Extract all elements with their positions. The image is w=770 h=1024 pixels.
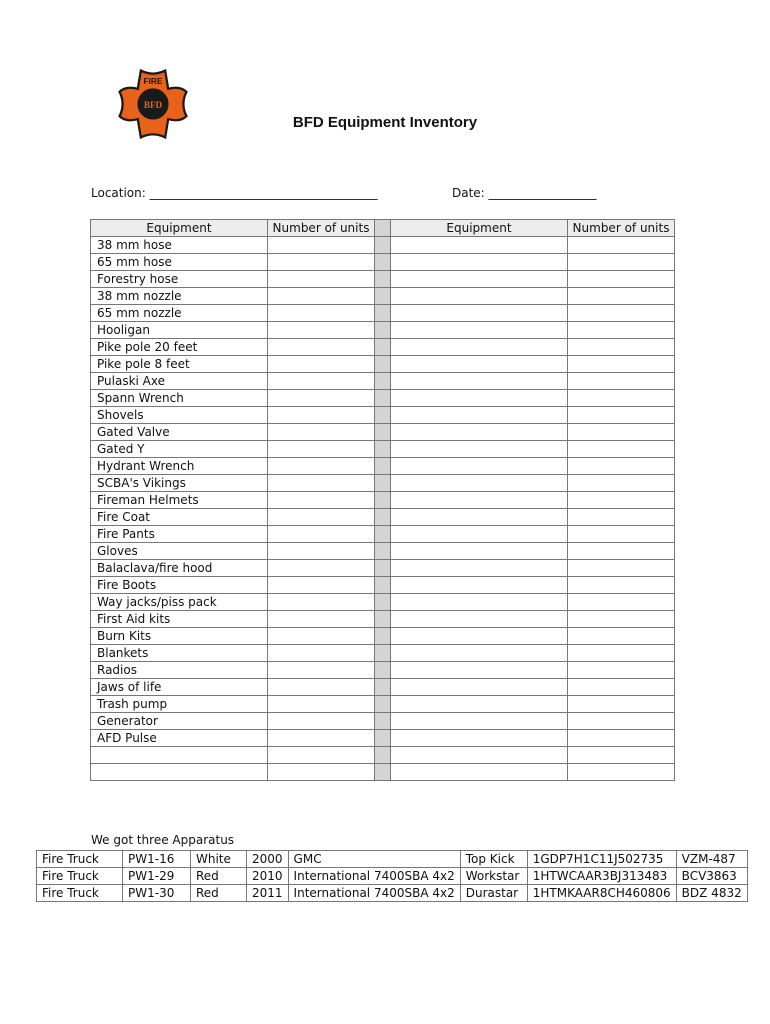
make-cell: GMC	[288, 851, 460, 868]
units-input-cell[interactable]	[568, 390, 675, 407]
units-input-cell[interactable]	[568, 594, 675, 611]
spacer-cell	[375, 577, 391, 594]
units-input-cell[interactable]	[568, 322, 675, 339]
equipment-cell: Jaws of life	[91, 679, 268, 696]
units-input-cell[interactable]	[268, 747, 375, 764]
table-row	[91, 441, 675, 458]
equipment-input-cell[interactable]	[391, 628, 568, 645]
equipment-input-cell[interactable]	[391, 424, 568, 441]
plate-cell: BCV3863	[676, 868, 747, 885]
table-row	[91, 577, 675, 594]
table-row	[91, 288, 675, 305]
units-input-cell[interactable]	[568, 441, 675, 458]
equipment-input-cell[interactable]	[391, 390, 568, 407]
units-input-cell[interactable]	[268, 254, 375, 271]
units-input-cell[interactable]	[568, 628, 675, 645]
equipment-cell: Way jacks/piss pack	[91, 594, 268, 611]
equipment-cell: 38 mm nozzle	[91, 288, 268, 305]
spacer-cell	[375, 441, 391, 458]
table-row	[91, 237, 675, 254]
unit-cell: PW1-16	[123, 851, 191, 868]
equipment-input-cell[interactable]	[391, 713, 568, 730]
units-input-cell[interactable]	[268, 441, 375, 458]
table-row	[91, 713, 675, 730]
units-input-cell[interactable]	[268, 322, 375, 339]
table-row	[91, 509, 675, 526]
units-input-cell[interactable]	[568, 764, 675, 781]
spacer-cell	[375, 713, 391, 730]
units-input-cell[interactable]	[268, 373, 375, 390]
equipment-cell: 65 mm nozzle	[91, 305, 268, 322]
units-input-cell[interactable]	[568, 611, 675, 628]
spacer-cell	[375, 458, 391, 475]
table-row	[91, 339, 675, 356]
units-input-cell[interactable]	[568, 662, 675, 679]
table-row	[91, 254, 675, 271]
units-input-cell[interactable]	[268, 696, 375, 713]
equipment-cell: Hooligan	[91, 322, 268, 339]
equipment-cell: First Aid kits	[91, 611, 268, 628]
units-input-cell[interactable]	[568, 560, 675, 577]
units-input-cell[interactable]	[268, 475, 375, 492]
year-cell: 2011	[247, 885, 289, 902]
units-input-cell[interactable]	[568, 543, 675, 560]
equipment-input-cell[interactable]	[391, 322, 568, 339]
make-cell: International 7400SBA 4x2	[288, 885, 460, 902]
table-row	[91, 305, 675, 322]
units-input-cell[interactable]	[568, 373, 675, 390]
equipment-cell: Pike pole 8 feet	[91, 356, 268, 373]
type-cell: Fire Truck	[37, 851, 123, 868]
units-input-cell[interactable]	[568, 356, 675, 373]
equipment-cell: Fire Boots	[91, 577, 268, 594]
equipment-input-cell[interactable]	[391, 577, 568, 594]
equipment-input-cell[interactable]	[391, 764, 568, 781]
units-input-cell[interactable]	[268, 679, 375, 696]
spacer-cell	[375, 594, 391, 611]
equipment-input-cell[interactable]	[391, 543, 568, 560]
type-cell: Fire Truck	[37, 868, 123, 885]
units-input-cell[interactable]	[568, 679, 675, 696]
equipment-input-cell[interactable]	[391, 271, 568, 288]
equipment-cell: Gated Y	[91, 441, 268, 458]
table-row	[91, 764, 675, 781]
spacer-cell	[375, 305, 391, 322]
spacer-cell	[375, 628, 391, 645]
units-input-cell[interactable]	[268, 492, 375, 509]
equipment-cell: Gated Valve	[91, 424, 268, 441]
units-input-cell[interactable]	[268, 509, 375, 526]
spacer-cell	[375, 288, 391, 305]
table-row	[91, 322, 675, 339]
units-input-cell[interactable]	[568, 730, 675, 747]
header-units-right: Number of units	[568, 220, 675, 237]
units-input-cell[interactable]	[568, 577, 675, 594]
table-row	[91, 662, 675, 679]
table-row	[91, 747, 675, 764]
table-row	[91, 696, 675, 713]
units-input-cell[interactable]	[268, 560, 375, 577]
spacer-cell	[375, 696, 391, 713]
equipment-input-cell[interactable]	[391, 254, 568, 271]
equipment-input-cell[interactable]	[391, 475, 568, 492]
units-input-cell[interactable]	[268, 288, 375, 305]
units-input-cell[interactable]	[268, 458, 375, 475]
table-row	[91, 679, 675, 696]
units-input-cell[interactable]	[568, 492, 675, 509]
units-input-cell[interactable]	[568, 254, 675, 271]
equipment-input-cell[interactable]	[391, 730, 568, 747]
apparatus-row	[37, 885, 748, 902]
table-row	[91, 645, 675, 662]
apparatus-row	[37, 868, 748, 885]
spacer-cell	[375, 339, 391, 356]
units-input-cell[interactable]	[568, 305, 675, 322]
header-units-left: Number of units	[268, 220, 375, 237]
equipment-cell: Pike pole 20 feet	[91, 339, 268, 356]
units-input-cell[interactable]	[568, 339, 675, 356]
table-row	[91, 560, 675, 577]
equipment-cell: Forestry hose	[91, 271, 268, 288]
units-input-cell[interactable]	[268, 271, 375, 288]
equipment-cell: Shovels	[91, 407, 268, 424]
equipment-cell: Balaclava/fire hood	[91, 560, 268, 577]
equipment-cell: Fire Pants	[91, 526, 268, 543]
units-input-cell[interactable]	[568, 237, 675, 254]
table-row	[91, 271, 675, 288]
units-input-cell[interactable]	[568, 696, 675, 713]
table-row	[91, 628, 675, 645]
model-cell: Durastar	[460, 885, 527, 902]
table-row	[91, 526, 675, 543]
apparatus-body	[37, 851, 748, 902]
logo-text-fire: FIRE	[143, 76, 163, 87]
color-cell: Red	[191, 868, 247, 885]
equipment-input-cell[interactable]	[391, 560, 568, 577]
units-input-cell[interactable]	[568, 288, 675, 305]
units-input-cell[interactable]	[568, 271, 675, 288]
units-input-cell[interactable]	[268, 390, 375, 407]
table-row	[91, 475, 675, 492]
plate-cell: BDZ 4832	[676, 885, 747, 902]
vin-cell: 1HTWCAAR3BJ313483	[527, 868, 676, 885]
equipment-cell: Radios	[91, 662, 268, 679]
equipment-cell: SCBA's Vikings	[91, 475, 268, 492]
equipment-cell: 38 mm hose	[91, 237, 268, 254]
table-row	[91, 543, 675, 560]
color-cell: White	[191, 851, 247, 868]
table-row	[91, 594, 675, 611]
color-cell: Red	[191, 885, 247, 902]
spacer-cell	[375, 322, 391, 339]
units-input-cell[interactable]	[268, 730, 375, 747]
equipment-cell: AFD Pulse	[91, 730, 268, 747]
units-input-cell[interactable]	[268, 628, 375, 645]
table-row	[91, 407, 675, 424]
units-input-cell[interactable]	[568, 424, 675, 441]
page-title: BFD Equipment Inventory	[292, 114, 478, 131]
spacer-cell	[375, 254, 391, 271]
units-input-cell[interactable]	[268, 577, 375, 594]
units-input-cell[interactable]	[268, 407, 375, 424]
units-input-cell[interactable]	[568, 458, 675, 475]
vin-cell: 1GDP7H1C11J502735	[527, 851, 676, 868]
model-cell: Top Kick	[460, 851, 527, 868]
table-row	[91, 424, 675, 441]
units-input-cell[interactable]	[568, 509, 675, 526]
equipment-cell: 65 mm hose	[91, 254, 268, 271]
units-input-cell[interactable]	[568, 526, 675, 543]
equipment-cell	[91, 747, 268, 764]
equipment-cell: Fireman Helmets	[91, 492, 268, 509]
units-input-cell[interactable]	[268, 645, 375, 662]
year-cell: 2000	[247, 851, 289, 868]
inventory-body	[91, 237, 675, 781]
type-cell: Fire Truck	[37, 885, 123, 902]
units-input-cell[interactable]	[268, 594, 375, 611]
units-input-cell[interactable]	[568, 407, 675, 424]
header-spacer	[375, 220, 391, 237]
spacer-cell	[375, 237, 391, 254]
spacer-cell	[375, 679, 391, 696]
table-row	[91, 492, 675, 509]
spacer-cell	[375, 730, 391, 747]
equipment-input-cell[interactable]	[391, 458, 568, 475]
date-field[interactable]: Date: __________________	[452, 186, 597, 200]
equipment-cell	[91, 764, 268, 781]
inventory-header-row	[91, 220, 675, 237]
table-row	[91, 373, 675, 390]
make-cell: International 7400SBA 4x2	[288, 868, 460, 885]
spacer-cell	[375, 611, 391, 628]
apparatus-table	[36, 850, 748, 902]
equipment-input-cell[interactable]	[391, 339, 568, 356]
spacer-cell	[375, 492, 391, 509]
table-row	[91, 390, 675, 407]
units-input-cell[interactable]	[268, 526, 375, 543]
table-row	[91, 458, 675, 475]
equipment-input-cell[interactable]	[391, 407, 568, 424]
model-cell: Workstar	[460, 868, 527, 885]
equipment-input-cell[interactable]	[391, 662, 568, 679]
inventory-table	[90, 219, 675, 781]
spacer-cell	[375, 543, 391, 560]
header-equipment-right: Equipment	[391, 220, 568, 237]
equipment-input-cell[interactable]	[391, 373, 568, 390]
spacer-cell	[375, 390, 391, 407]
equipment-input-cell[interactable]	[391, 747, 568, 764]
table-row	[91, 730, 675, 747]
units-input-cell[interactable]	[268, 305, 375, 322]
spacer-cell	[375, 764, 391, 781]
equipment-cell: Spann Wrench	[91, 390, 268, 407]
spacer-cell	[375, 509, 391, 526]
units-input-cell[interactable]	[268, 543, 375, 560]
spacer-cell	[375, 662, 391, 679]
equipment-cell: Generator	[91, 713, 268, 730]
equipment-cell: Fire Coat	[91, 509, 268, 526]
apparatus-label: We got three Apparatus	[91, 833, 235, 847]
equipment-cell: Burn Kits	[91, 628, 268, 645]
spacer-cell	[375, 526, 391, 543]
apparatus-row	[37, 851, 748, 868]
units-input-cell[interactable]	[268, 356, 375, 373]
vin-cell: 1HTMKAAR8CH460806	[527, 885, 676, 902]
equipment-cell: Gloves	[91, 543, 268, 560]
unit-cell: PW1-29	[123, 868, 191, 885]
units-input-cell[interactable]	[268, 611, 375, 628]
spacer-cell	[375, 407, 391, 424]
equipment-input-cell[interactable]	[391, 526, 568, 543]
spacer-cell	[375, 356, 391, 373]
equipment-input-cell[interactable]	[391, 356, 568, 373]
spacer-cell	[375, 645, 391, 662]
equipment-cell: Hydrant Wrench	[91, 458, 268, 475]
logo-text-bfd: BFD	[143, 99, 163, 110]
equipment-input-cell[interactable]	[391, 237, 568, 254]
units-input-cell[interactable]	[568, 713, 675, 730]
units-input-cell[interactable]	[268, 662, 375, 679]
equipment-input-cell[interactable]	[391, 696, 568, 713]
units-input-cell[interactable]	[268, 424, 375, 441]
table-row	[91, 611, 675, 628]
equipment-input-cell[interactable]	[391, 441, 568, 458]
units-input-cell[interactable]	[268, 764, 375, 781]
units-input-cell[interactable]	[268, 339, 375, 356]
units-input-cell[interactable]	[268, 713, 375, 730]
equipment-input-cell[interactable]	[391, 645, 568, 662]
equipment-cell: Blankets	[91, 645, 268, 662]
equipment-cell: Trash pump	[91, 696, 268, 713]
equipment-input-cell[interactable]	[391, 509, 568, 526]
plate-cell: VZM-487	[676, 851, 747, 868]
units-input-cell[interactable]	[268, 237, 375, 254]
equipment-cell: Pulaski Axe	[91, 373, 268, 390]
year-cell: 2010	[247, 868, 289, 885]
spacer-cell	[375, 560, 391, 577]
spacer-cell	[375, 424, 391, 441]
spacer-cell	[375, 373, 391, 390]
equipment-input-cell[interactable]	[391, 594, 568, 611]
equipment-input-cell[interactable]	[391, 611, 568, 628]
spacer-cell	[375, 475, 391, 492]
spacer-cell	[375, 747, 391, 764]
header-equipment-left: Equipment	[91, 220, 268, 237]
units-input-cell[interactable]	[568, 475, 675, 492]
units-input-cell[interactable]	[568, 645, 675, 662]
location-field[interactable]: Location: ______________________________________	[91, 186, 378, 200]
equipment-input-cell[interactable]	[391, 305, 568, 322]
equipment-input-cell[interactable]	[391, 492, 568, 509]
equipment-input-cell[interactable]	[391, 288, 568, 305]
units-input-cell[interactable]	[568, 747, 675, 764]
spacer-cell	[375, 271, 391, 288]
equipment-input-cell[interactable]	[391, 679, 568, 696]
unit-cell: PW1-30	[123, 885, 191, 902]
table-row	[91, 356, 675, 373]
